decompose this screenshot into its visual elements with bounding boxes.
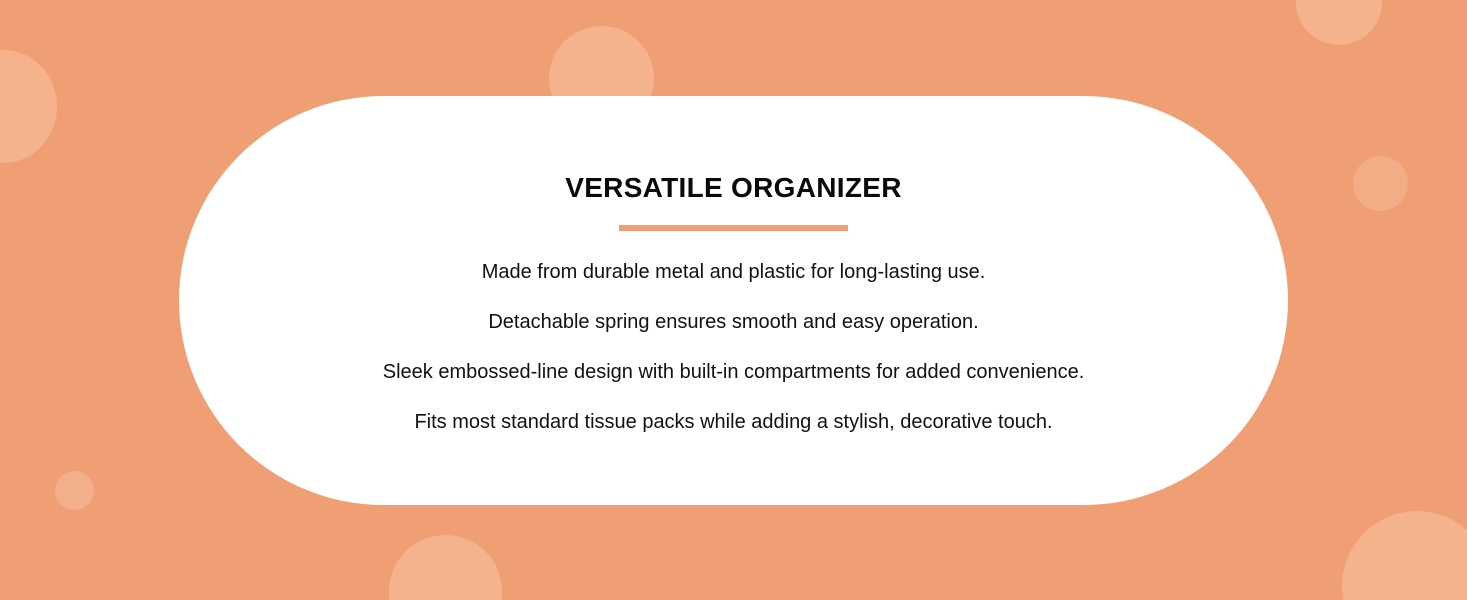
feature-item: Detachable spring ensures smooth and easy operation.: [488, 311, 979, 333]
feature-list: [179, 258, 1288, 458]
feature-card: [179, 96, 1288, 505]
feature-item: Made from durable metal and plastic for long-lasting use.: [481, 261, 986, 283]
feature-title: VERSATILE ORGANIZER: [565, 172, 902, 203]
decorative-bubble: [1296, 0, 1382, 45]
decorative-bubble: [55, 471, 94, 510]
feature-item: Fits most standard tissue packs while adding a stylish, decorative touch.: [414, 411, 1053, 433]
decorative-bubble: [1342, 511, 1467, 600]
decorative-bubble: [0, 50, 57, 163]
title-divider: [619, 225, 848, 231]
decorative-bubble: [389, 535, 502, 600]
decorative-bubble: [1353, 156, 1408, 211]
feature-item: Sleek embossed-line design with built-in compartments for added convenience.: [382, 361, 1085, 383]
